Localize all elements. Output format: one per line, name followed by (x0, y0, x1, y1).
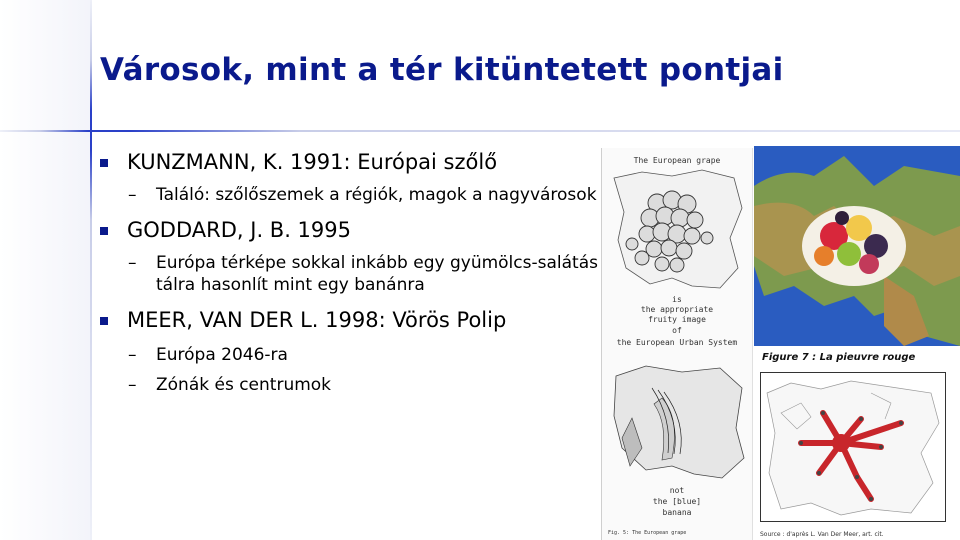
scan-middle-line: the appropriate (640, 305, 714, 314)
dash-marker: – (128, 375, 137, 395)
fruit-salad-europe-image (754, 146, 960, 346)
horizontal-accent-line (0, 130, 960, 132)
slide-title: Városok, mint a tér kitüntetett pontjai (100, 52, 784, 88)
sub-bullet-text: Európa 2046-ra (156, 345, 288, 365)
scan-bottom-line: not (669, 486, 685, 495)
bullet-item (100, 306, 600, 334)
sub-bullet-text: Európa térképe sokkal inkább egy gyümölcs-salátás tálra hasonlít mint egy banánra (156, 253, 598, 295)
red-octopus-map (760, 372, 946, 522)
figure-source: Source : d'après L. Van Der Meer, art. cit. (760, 531, 884, 538)
red-octopus-figure (754, 346, 960, 540)
scan-footer: Fig. 5: The European grape (608, 530, 687, 536)
sub-bullet-text: Zónák és centrumok (156, 375, 332, 395)
square-bullet-icon (100, 227, 108, 235)
scan-heading: The European grape (633, 156, 721, 165)
bullet-list (100, 148, 600, 396)
european-grape-scan-image (601, 148, 753, 540)
dash-marker: – (128, 253, 137, 273)
sub-bullet-item (100, 374, 600, 396)
square-bullet-icon (100, 317, 108, 325)
bullet-item (100, 216, 600, 244)
scan-bottom-line: the [blue] (652, 497, 702, 506)
bullet-text: MEER, VAN DER L. 1998: Vörös Polip (127, 308, 507, 332)
left-decor-band (0, 0, 90, 540)
sub-bullet-text: Találó: szőlőszemek a régiók, magok a nagyvárosok (156, 185, 597, 205)
vertical-accent-line (90, 0, 92, 540)
scan-middle-line: is (672, 295, 682, 304)
scan-middle-line: fruity image (648, 315, 706, 324)
octopus-map-drawing (761, 373, 945, 521)
square-bullet-icon (100, 159, 108, 167)
scan-bottom-line: banana (662, 508, 692, 517)
figure-caption: Figure 7 : La pieuvre rouge (762, 352, 916, 363)
scan-middle-line: of (672, 326, 682, 335)
dash-marker: – (128, 185, 137, 205)
bullet-text: GODDARD, J. B. 1995 (127, 218, 351, 242)
fruit-salad-drawing (754, 146, 960, 346)
bullet-text: KUNZMANN, K. 1991: Európai szőlő (127, 150, 498, 174)
bullet-item (100, 148, 600, 176)
sub-bullet-item (100, 184, 600, 206)
sub-bullet-item (100, 344, 600, 366)
scan-middle-line: the European Urban System (616, 338, 738, 347)
sub-bullet-item (100, 252, 600, 296)
dash-marker: – (128, 345, 137, 365)
